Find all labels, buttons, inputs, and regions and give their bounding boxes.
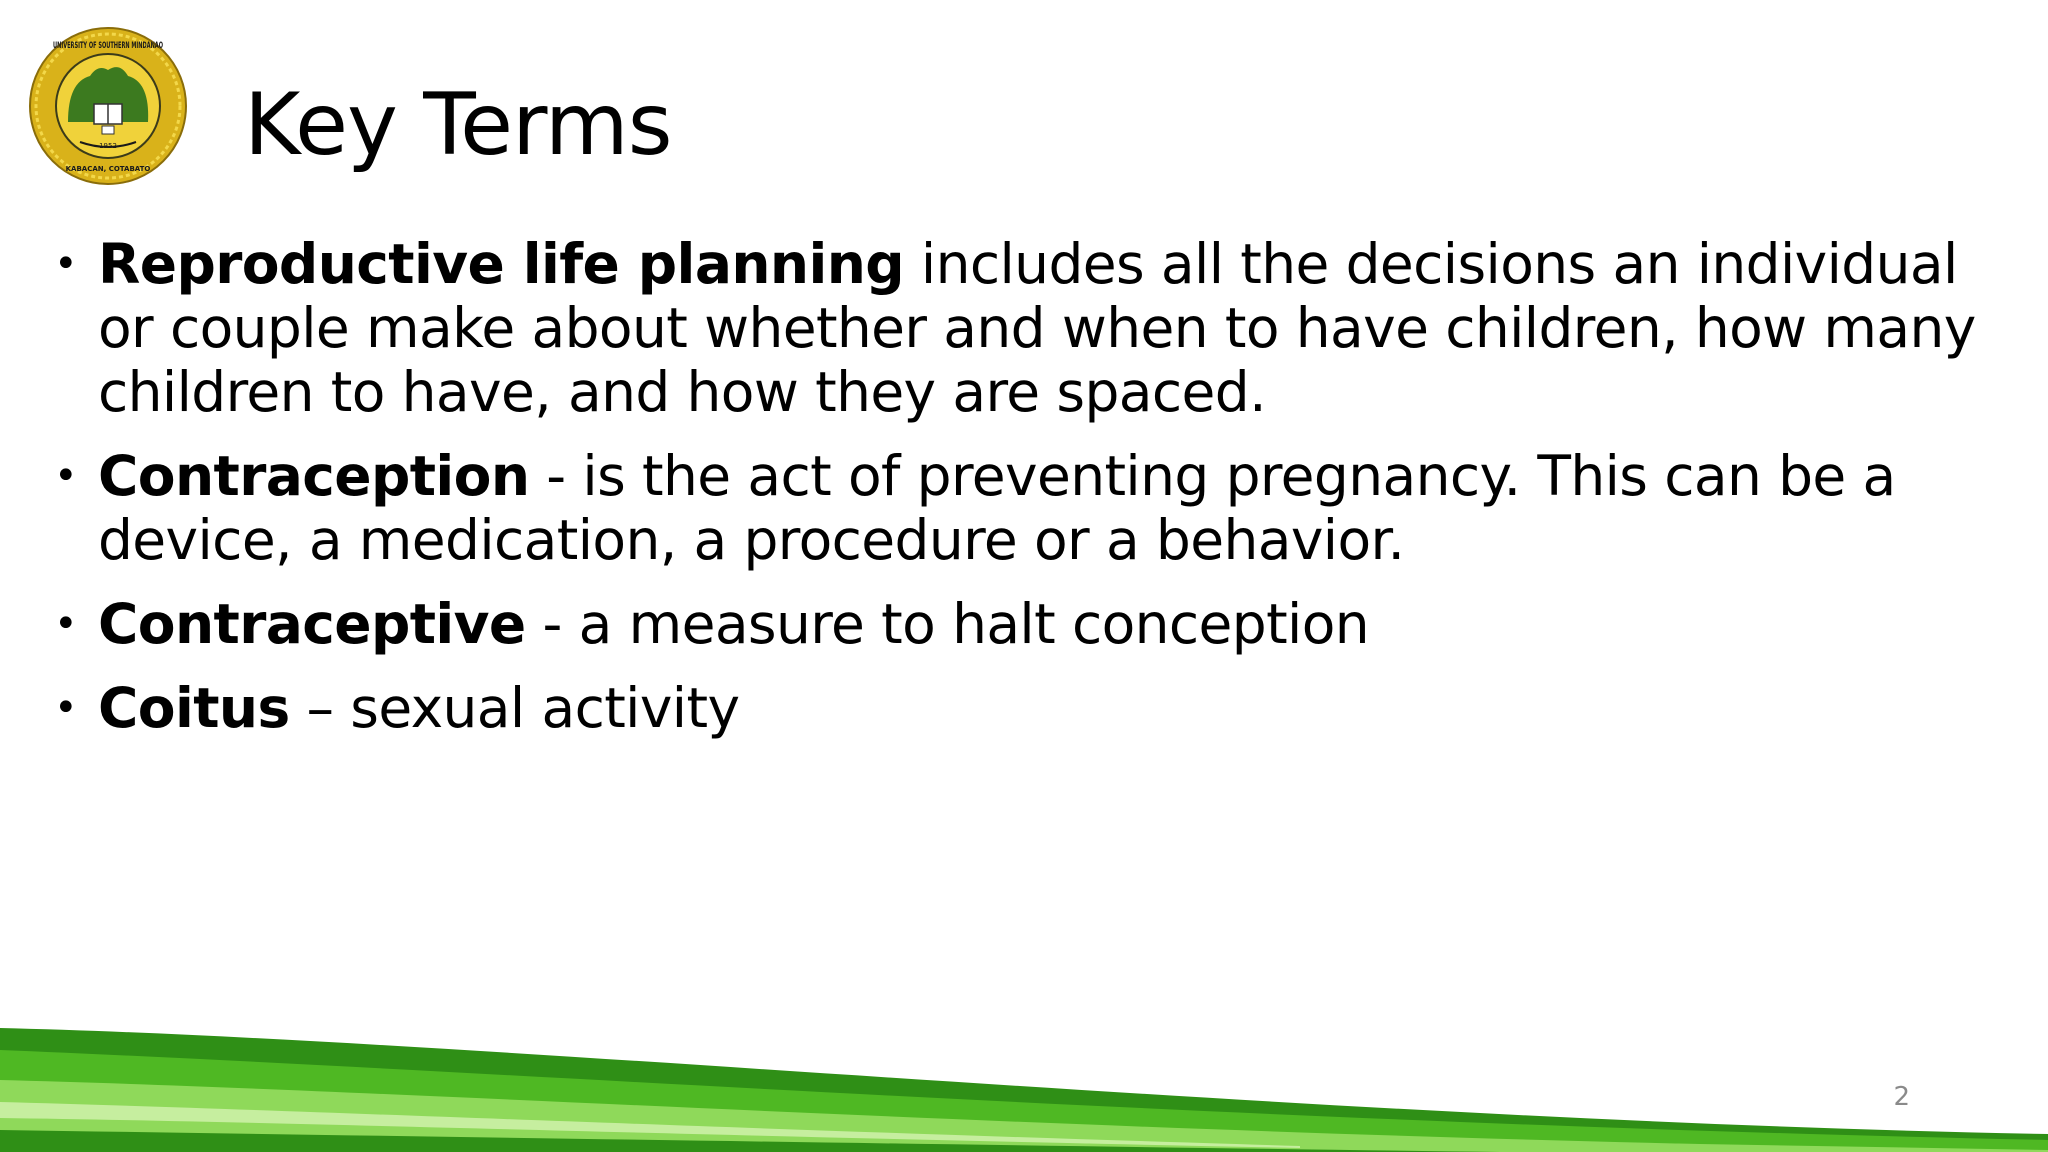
bullet-list [54,232,2004,760]
page-number: 2 [1893,1082,1910,1112]
bullet-definition: is the act of preventing pregnancy. This can be a device, a medication, a procedure or a behavior. [98,444,1896,572]
bullet-item [54,232,2004,424]
bullet-separator: - [525,592,579,656]
bullet-dot: • [54,241,77,287]
bullet-dot: • [54,685,77,731]
bullet-term: Contraception [98,444,530,508]
bullet-definition: includes all the decisions an individual or couple make about whether and when to have children, how many children to have, and how they are spaced. [98,232,1976,424]
footer-green-wave [0,1010,2048,1152]
bullet-term: Coitus [98,676,290,740]
bullet-term: Reproductive life planning [98,232,905,296]
bullet-separator [904,232,921,296]
bullet-separator: - [529,444,583,508]
bullet-item [54,592,2004,656]
logo-bottom-text: KABACAN, COTABATO [65,165,151,173]
bullet-item [54,444,2004,572]
logo-ring-text: UNIVERSITY OF SOUTHERN MINDANAO [53,41,164,51]
bullet-dot: • [54,453,77,499]
bullet-definition: sexual activity [350,676,740,740]
bullet-item [54,676,2004,740]
bullet-definition: a measure to halt conception [578,592,1370,656]
logo-year-text: 1952 [99,142,117,150]
university-seal-logo [28,26,188,186]
bullet-dot: • [54,601,77,647]
bullet-separator: – [289,676,351,740]
slide-title: Key Terms [244,75,672,175]
bullet-term: Contraceptive [98,592,526,656]
